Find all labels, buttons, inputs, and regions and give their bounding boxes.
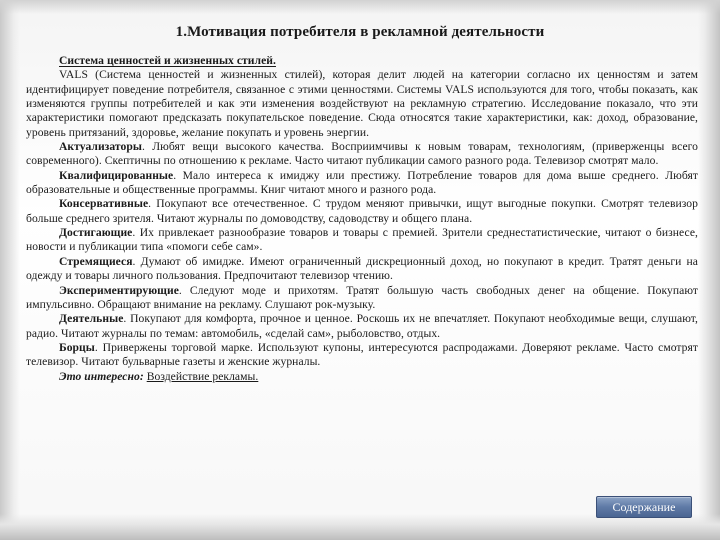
note-label: Это интересно: (59, 369, 144, 383)
category-paragraph (26, 140, 698, 169)
note-link[interactable]: Воздействие рекламы. (146, 369, 259, 383)
category-paragraph (26, 197, 698, 226)
category-paragraph (26, 284, 698, 313)
contents-button[interactable]: Содержание (596, 496, 692, 518)
section-heading: Система ценностей и жизненных стилей. (59, 54, 276, 67)
category-term: Экспериментирующие (59, 283, 179, 297)
category-paragraph (26, 341, 698, 370)
category-term: Борцы (59, 340, 95, 354)
category-description: . Покупают для комфорта, прочное и ценное. Роскошь их не впечатляет. Покупают необходимые вещи, слушают, радио. Читают журналы по темам: автомобиль, «сделай сам», рыболовство, отдых. (26, 312, 698, 340)
category-paragraph (26, 312, 698, 341)
section-heading-paragraph (26, 54, 698, 68)
category-description: . Думают об имидже. Имеют ограниченный дискреционный доход, но покупают в кредит. Тратят деньги на одежду и товары личного пользования. Предпочитают телевизор чтению. (26, 254, 698, 283)
slide-edge-left (0, 0, 20, 540)
category-term: Актуализаторы (59, 140, 142, 154)
category-description: . Покупают все отечественное. С трудом меняют привычки, ищут выгодные покупки. Смотрят телевизор больше среднего зрителя. Читают журналы по домоводству, садоводству и общего плана. (26, 197, 698, 225)
note-paragraph (26, 370, 698, 384)
category-paragraph (26, 226, 698, 255)
body-text (26, 54, 698, 384)
category-paragraph (26, 255, 698, 284)
category-description: . Привержены торговой марке. Используют купоны, интересуются распродажами. Доверяют рекламе. Часто смотрят телевизор. Читают бульварные газеты и женские журналы. (26, 340, 698, 369)
category-term: Достигающие (59, 226, 133, 240)
category-description: . Следуют моде и прихотям. Тратят большую часть свободных денег на общение. Покупают импульсивно. Обращают внимание на рекламу. Слушают рок-музыку. (26, 283, 698, 311)
category-term: Квалифицированные (59, 168, 174, 182)
page-title: 1.Мотивация потребителя в рекламной деятельности (175, 24, 545, 40)
category-term: Стремящиеся (59, 254, 133, 268)
category-description: . Мало интереса к имиджу или престижу. Потребление товаров для дома выше среднего. Любят образовательные и общественные программы. Книг читают много и разного рода. (26, 168, 698, 197)
slide-edge-top (0, 0, 720, 14)
category-paragraph (26, 169, 698, 198)
category-description: . Любят вещи высокого качества. Восприимчивы к новым товарам, технологиям, (приверженцы всего современного). Скептичны по отношению к рекламе. Часто читают публикации самого разного рода. Телевизор смотрят мало. (26, 140, 698, 168)
category-term: Деятельные (59, 312, 124, 326)
category-description: . Их привлекает разнообразие товаров и товары с премией. Зрители среднестатистические, читают о бизнесе, новости и публикации типа «помоги себе сам». (26, 226, 698, 254)
category-term: Консервативные (59, 197, 149, 211)
slide-edge-right (698, 0, 720, 540)
intro-paragraph: VALS (Система ценностей и жизненных стилей), которая делит людей на категории согласно их ценностям и затем идентифицирует поведение потребителя, связанное с этими ценностями. Системы VALS используются для того, чтобы показать, как изменяются группы потребителей и как эти изменения воздействуют на рекламную стратегию. Исследование показало, что эти характеристики помогают предсказать покупательское поведение. Сюда относятся такие характеристики, как: доход, образование, уровень притязаний, здоровье, желание покупать и уровень энергии. (26, 68, 698, 139)
